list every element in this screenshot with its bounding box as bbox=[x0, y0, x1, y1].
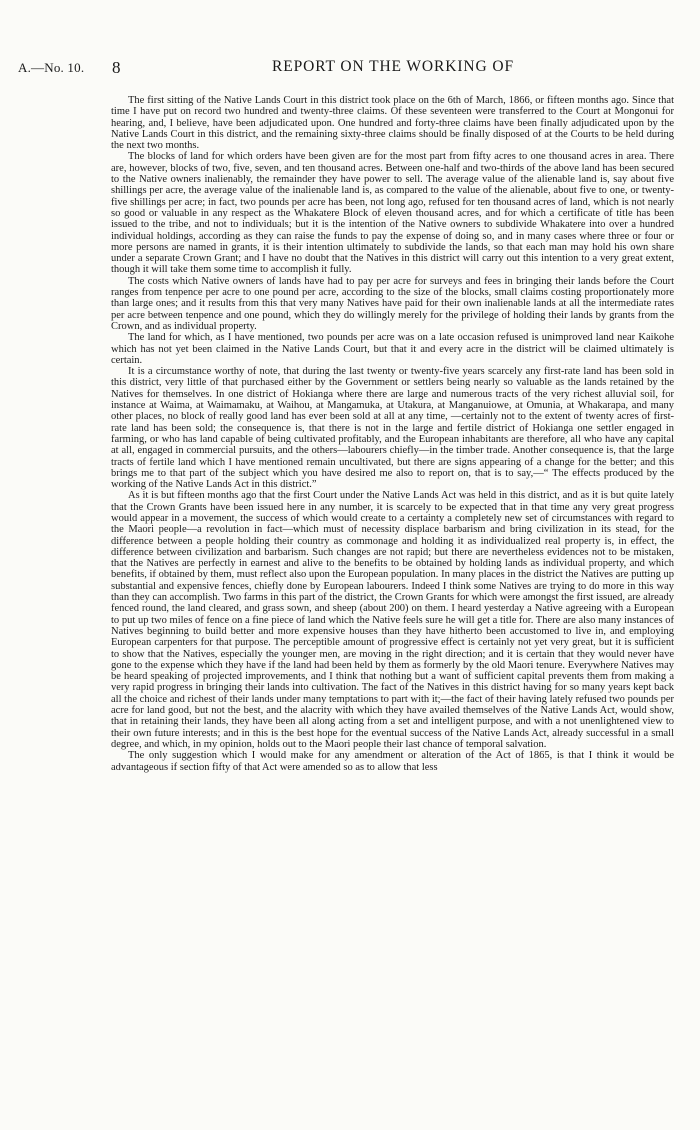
paragraph: It is a circumstance worthy of note, that during the last twenty or twenty-five years scarcely any first-rate land has been sold in this district, very little of that purchased either by the Government or settlers being nearly so valuable as the lands retained by the Natives for themselves. In one district of Hokianga where there are large and numerous tracts of the very richest alluvial soil, for instance at Waima, at Waimamaku, at Waihou, at Mangamuka, at Utakura, at Manganuiowe, at Omunia, at Whakarapa, and many other places, no block of really good land has ever been sold at all at any time, —certainly not to the extent of twenty acres of first-rate land has been sold; the consequence is, that there is not in the large and fertile district of Hokianga one settler engaged in farming, or who has land capable of being cultivated profitably, and the European inhabitants are therefore, all who have any capital at all, engaged in commercial pursuits, and the others—labourers chiefly—in the timber trade. Another consequence is, that the large tracts of fertile land which I have mentioned remain uncultivated, but there are signs appearing of a change for the better; and this brings me to that part of the subject which you have desired me also to report on, that is to say,—“ The effects produced by the working of the Native Lands Act in this district.” bbox=[111, 366, 674, 491]
paragraph: The blocks of land for which orders have been given are for the most part from fifty acres to one thousand acres in area. There are, however, blocks of two, five, seven, and ten thousand acres. Between one-half and two-thirds of the above land has been secured to the Native owners inalienably, the remainder they have power to sell. The average value of the alienable land is, say about five shillings per acre, the average value of the inalienable land is, as compared to the value of the alienable, about five to one, or twenty-five shillings per acre; in fact, two pounds per acre has been, not long ago, refused for ten thousand acres of land, which is not nearly so good or valuable in any respect as the Whakatere Block of eleven thousand acres, and for which a certificate of title has been issued to the tribe, and not to individuals; but it is the intention of the Native owners to subdivide Whakatere into over a hundred individual holdings, according as they can raise the funds to pay the expense of doing so, and in many cases where three or four or more persons are named in grants, it is their intention ultimately to subdivide the lands, so that each man may hold his own share under a separate Crown Grant; and I have no doubt that the Natives in this district will carry out this intention to a very great extent, though it will take them some time to accomplish it fully. bbox=[111, 151, 674, 276]
paragraph: The only suggestion which I would make for any amendment or alteration of the Act of 1865, is that I think it would be advantageous if section fifty of that Act were amended so as to allow that less bbox=[111, 750, 674, 773]
report-body bbox=[111, 95, 674, 1120]
page-header bbox=[18, 60, 682, 84]
document-reference: A.—No. 10. bbox=[18, 60, 85, 75]
running-title: REPORT ON THE WORKING OF bbox=[272, 58, 514, 75]
page-number: 8 bbox=[112, 58, 121, 77]
paragraph: The first sitting of the Native Lands Court in this district took place on the 6th of March, 1866, or fifteen months ago. Since that time I have put on record two hundred and twenty-three claims. Of these seventeen were transferred to the Court at Mongonui for hearing, and, I believe, have been adjudicated upon. One hundred and forty-three claims have been finally adjudicated upon by the Native Lands Court in this district, and the remaining sixty-three claims should be finally disposed of at the Courts to be held during the next two months. bbox=[111, 95, 674, 152]
paragraph: As it is but fifteen months ago that the first Court under the Native Lands Act was held in this district, and as it is but quite lately that the Crown Grants have been issued here in any number, it is scarcely to be expected that in that time any very great progress would appear in a movement, the success of which would create to a certainty a completely new set of circumstances with regard to the Maori people—a revolution in fact—which must of necessity displace barbarism and bring civilization in its stead, for the difference between a people holding their country as commonage and holding it as individualized real property is, in effect, the difference between civilization and barbarism. Such changes are not rapid; but there are nevertheless evidences not to be mistaken, that the Natives are perfectly in earnest and alive to the benefits to be obtained by holding lands as individual property, and which benefits, if obtained by them, must reflect also upon the European population. In many places in the district the Natives are putting up substantial and expensive fences, chiefly done by European labourers. Indeed I think some Natives are trying to do more in this way than they can accomplish. Two farms in this part of the district, the Crown Grants for which were amongst the first issued, are already fenced round, the land cleared, and grass sown, and sheep (about 200) on them. I heard yesterday a Native agreeing with a European to put up two miles of fence on a fine piece of land which the Native feels sure he will get a title for. There are also many instances of Natives beginning to build better and more expensive houses than they have hitherto been accustomed to live in, and employing European carpenters for that purpose. The perceptible amount of progressive effect is certainly not yet very great, but it is sufficient to show that the Natives, especially the younger men, are moving in the right direction; and it is certain that they would never have gone to the expense which they have if the land had been held by them as formerly by the old Maori tenure. Everywhere Natives may be heard speaking of projected improvements, and I think that nothing but a want of sufficient capital prevents them from making a very rapid progress in bringing their lands into cultivation. The fact of the Natives in this district having for so many years kept back all the choice and richest of their lands under many temptations to part with it;—the fact of their having lately refused two pounds per acre for land good, but not the best, and the alacrity with which they have availed themselves of the Native Lands Act, would show, that in retaining their lands, they have been all along acting from a set and intelligent purpose, and with a not unenlightened view to their own future interests; and in this is the best hope for the eventual success of the Native Lands Act, already successful in a small degree, and which, in my opinion, holds out to the Maori people their last chance of temporal salvation. bbox=[111, 490, 674, 750]
paragraph: The land for which, as I have mentioned, two pounds per acre was on a late occasion refused is unimproved land near Kaikohe which has not yet been claimed in the Native Lands Court, but that it and every acre in the district will be claimed ultimately is certain. bbox=[111, 332, 674, 366]
paragraph: The costs which Native owners of lands have had to pay per acre for surveys and fees in bringing their lands before the Court ranges from tenpence per acre to one pound per acre, according to the size of the blocks, small claims costing proportionately more than large ones; and it results from this that very many Natives have paid for their own inalienable lands at all the intermediate rates per acre between tenpence and one pound, which they do willingly merely for the privilege of holding their lands by grants from the Crown, and as individual property. bbox=[111, 275, 674, 332]
